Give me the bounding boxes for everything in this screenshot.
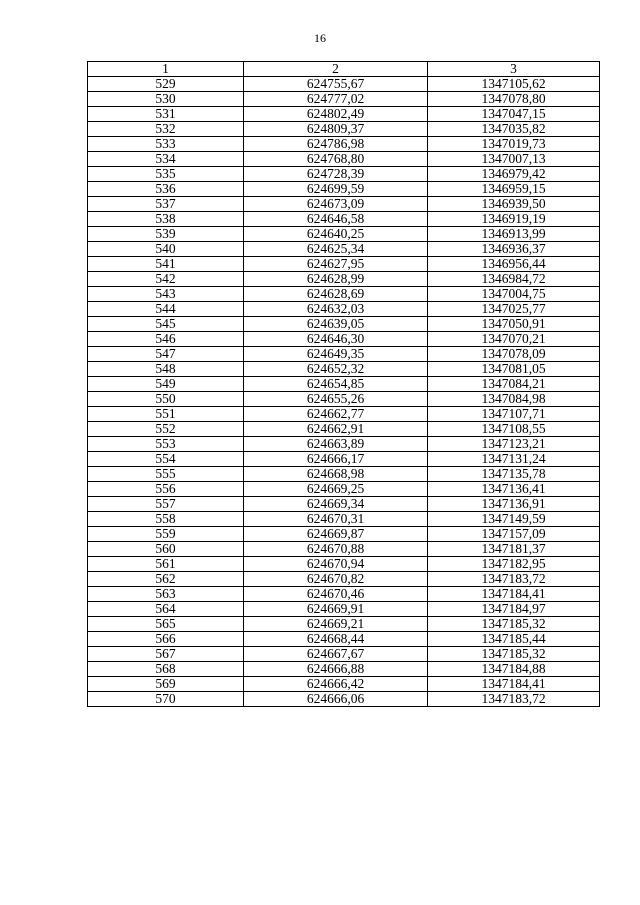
x-coordinate-cell: 624670,94 — [244, 557, 428, 572]
point-number-cell: 537 — [88, 197, 244, 212]
x-coordinate-cell: 624786,98 — [244, 137, 428, 152]
table-row — [88, 242, 600, 257]
table-row — [88, 497, 600, 512]
column-header-1: 1 — [88, 62, 244, 77]
point-number-cell: 555 — [88, 467, 244, 482]
table-row — [88, 617, 600, 632]
point-number-cell: 539 — [88, 227, 244, 242]
table-row — [88, 422, 600, 437]
point-number-cell: 547 — [88, 347, 244, 362]
y-coordinate-cell: 1347184,97 — [428, 602, 600, 617]
y-coordinate-cell: 1347081,05 — [428, 362, 600, 377]
y-coordinate-cell: 1347185,32 — [428, 617, 600, 632]
x-coordinate-cell: 624728,39 — [244, 167, 428, 182]
y-coordinate-cell: 1347019,73 — [428, 137, 600, 152]
table-row — [88, 482, 600, 497]
table-body — [88, 77, 600, 707]
y-coordinate-cell: 1347007,13 — [428, 152, 600, 167]
page-number: 16 — [314, 31, 326, 45]
coordinates-table — [87, 61, 600, 707]
table-row — [88, 212, 600, 227]
y-coordinate-cell: 1347084,21 — [428, 377, 600, 392]
x-coordinate-cell: 624669,87 — [244, 527, 428, 542]
y-coordinate-cell: 1346979,42 — [428, 167, 600, 182]
y-coordinate-cell: 1347135,78 — [428, 467, 600, 482]
y-coordinate-cell: 1346936,37 — [428, 242, 600, 257]
y-coordinate-cell: 1346939,50 — [428, 197, 600, 212]
x-coordinate-cell: 624777,02 — [244, 92, 428, 107]
y-coordinate-cell: 1346956,44 — [428, 257, 600, 272]
y-coordinate-cell: 1347078,09 — [428, 347, 600, 362]
x-coordinate-cell: 624802,49 — [244, 107, 428, 122]
x-coordinate-cell: 624639,05 — [244, 317, 428, 332]
table-row — [88, 377, 600, 392]
table-row — [88, 272, 600, 287]
table-row — [88, 392, 600, 407]
point-number-cell: 556 — [88, 482, 244, 497]
y-coordinate-cell: 1347108,55 — [428, 422, 600, 437]
x-coordinate-cell: 624666,42 — [244, 677, 428, 692]
table-row — [88, 287, 600, 302]
point-number-cell: 546 — [88, 332, 244, 347]
point-number-cell: 552 — [88, 422, 244, 437]
y-coordinate-cell: 1347004,75 — [428, 287, 600, 302]
y-coordinate-cell: 1346919,19 — [428, 212, 600, 227]
y-coordinate-cell: 1347185,44 — [428, 632, 600, 647]
x-coordinate-cell: 624666,06 — [244, 692, 428, 707]
table-row — [88, 77, 600, 92]
x-coordinate-cell: 624654,85 — [244, 377, 428, 392]
y-coordinate-cell: 1347084,98 — [428, 392, 600, 407]
y-coordinate-cell: 1347183,72 — [428, 692, 600, 707]
point-number-cell: 551 — [88, 407, 244, 422]
table-row — [88, 227, 600, 242]
y-coordinate-cell: 1347123,21 — [428, 437, 600, 452]
table-row — [88, 512, 600, 527]
point-number-cell: 563 — [88, 587, 244, 602]
point-number-cell: 568 — [88, 662, 244, 677]
header-row — [88, 62, 600, 77]
table-header — [88, 62, 600, 77]
point-number-cell: 548 — [88, 362, 244, 377]
table-row — [88, 692, 600, 707]
x-coordinate-cell: 624625,34 — [244, 242, 428, 257]
y-coordinate-cell: 1347107,71 — [428, 407, 600, 422]
x-coordinate-cell: 624755,67 — [244, 77, 428, 92]
x-coordinate-cell: 624669,91 — [244, 602, 428, 617]
point-number-cell: 529 — [88, 77, 244, 92]
x-coordinate-cell: 624670,82 — [244, 572, 428, 587]
table-row — [88, 332, 600, 347]
y-coordinate-cell: 1346913,99 — [428, 227, 600, 242]
x-coordinate-cell: 624670,88 — [244, 542, 428, 557]
table-row — [88, 317, 600, 332]
x-coordinate-cell: 624669,21 — [244, 617, 428, 632]
x-coordinate-cell: 624809,37 — [244, 122, 428, 137]
table-row — [88, 137, 600, 152]
point-number-cell: 543 — [88, 287, 244, 302]
y-coordinate-cell: 1347105,62 — [428, 77, 600, 92]
point-number-cell: 535 — [88, 167, 244, 182]
table-row — [88, 587, 600, 602]
y-coordinate-cell: 1347149,59 — [428, 512, 600, 527]
x-coordinate-cell: 624663,89 — [244, 437, 428, 452]
table-row — [88, 632, 600, 647]
point-number-cell: 540 — [88, 242, 244, 257]
point-number-cell: 560 — [88, 542, 244, 557]
point-number-cell: 567 — [88, 647, 244, 662]
x-coordinate-cell: 624649,35 — [244, 347, 428, 362]
point-number-cell: 561 — [88, 557, 244, 572]
y-coordinate-cell: 1347131,24 — [428, 452, 600, 467]
x-coordinate-cell: 624668,98 — [244, 467, 428, 482]
table-row — [88, 557, 600, 572]
y-coordinate-cell: 1347183,72 — [428, 572, 600, 587]
x-coordinate-cell: 624628,99 — [244, 272, 428, 287]
table-row — [88, 92, 600, 107]
table-row — [88, 182, 600, 197]
y-coordinate-cell: 1347047,15 — [428, 107, 600, 122]
y-coordinate-cell: 1347157,09 — [428, 527, 600, 542]
table-row — [88, 437, 600, 452]
point-number-cell: 558 — [88, 512, 244, 527]
table-row — [88, 572, 600, 587]
table-row — [88, 527, 600, 542]
x-coordinate-cell: 624640,25 — [244, 227, 428, 242]
table-row — [88, 152, 600, 167]
x-coordinate-cell: 624666,17 — [244, 452, 428, 467]
point-number-cell: 554 — [88, 452, 244, 467]
x-coordinate-cell: 624669,34 — [244, 497, 428, 512]
point-number-cell: 541 — [88, 257, 244, 272]
y-coordinate-cell: 1347184,41 — [428, 677, 600, 692]
x-coordinate-cell: 624632,03 — [244, 302, 428, 317]
column-header-3: 3 — [428, 62, 600, 77]
table-row — [88, 107, 600, 122]
x-coordinate-cell: 624670,46 — [244, 587, 428, 602]
point-number-cell: 533 — [88, 137, 244, 152]
x-coordinate-cell: 624667,67 — [244, 647, 428, 662]
table-row — [88, 167, 600, 182]
point-number-cell: 534 — [88, 152, 244, 167]
x-coordinate-cell: 624669,25 — [244, 482, 428, 497]
y-coordinate-cell: 1347078,80 — [428, 92, 600, 107]
y-coordinate-cell: 1347025,77 — [428, 302, 600, 317]
x-coordinate-cell: 624670,31 — [244, 512, 428, 527]
y-coordinate-cell: 1347185,32 — [428, 647, 600, 662]
point-number-cell: 532 — [88, 122, 244, 137]
point-number-cell: 557 — [88, 497, 244, 512]
y-coordinate-cell: 1346959,15 — [428, 182, 600, 197]
table-row — [88, 662, 600, 677]
x-coordinate-cell: 624662,77 — [244, 407, 428, 422]
x-coordinate-cell: 624662,91 — [244, 422, 428, 437]
point-number-cell: 559 — [88, 527, 244, 542]
table-row — [88, 467, 600, 482]
x-coordinate-cell: 624699,59 — [244, 182, 428, 197]
table-row — [88, 362, 600, 377]
y-coordinate-cell: 1347070,21 — [428, 332, 600, 347]
x-coordinate-cell: 624655,26 — [244, 392, 428, 407]
table-row — [88, 302, 600, 317]
table-row — [88, 602, 600, 617]
table-row — [88, 542, 600, 557]
point-number-cell: 553 — [88, 437, 244, 452]
point-number-cell: 564 — [88, 602, 244, 617]
y-coordinate-cell: 1347136,91 — [428, 497, 600, 512]
table-row — [88, 647, 600, 662]
table-row — [88, 347, 600, 362]
point-number-cell: 570 — [88, 692, 244, 707]
point-number-cell: 550 — [88, 392, 244, 407]
point-number-cell: 544 — [88, 302, 244, 317]
y-coordinate-cell: 1347184,41 — [428, 587, 600, 602]
x-coordinate-cell: 624627,95 — [244, 257, 428, 272]
table-row — [88, 122, 600, 137]
y-coordinate-cell: 1347184,88 — [428, 662, 600, 677]
point-number-cell: 565 — [88, 617, 244, 632]
point-number-cell: 538 — [88, 212, 244, 227]
x-coordinate-cell: 624666,88 — [244, 662, 428, 677]
x-coordinate-cell: 624668,44 — [244, 632, 428, 647]
point-number-cell: 536 — [88, 182, 244, 197]
point-number-cell: 549 — [88, 377, 244, 392]
point-number-cell: 545 — [88, 317, 244, 332]
x-coordinate-cell: 624652,32 — [244, 362, 428, 377]
table-row — [88, 257, 600, 272]
y-coordinate-cell: 1347136,41 — [428, 482, 600, 497]
point-number-cell: 562 — [88, 572, 244, 587]
point-number-cell: 530 — [88, 92, 244, 107]
y-coordinate-cell: 1347050,91 — [428, 317, 600, 332]
y-coordinate-cell: 1347182,95 — [428, 557, 600, 572]
table-row — [88, 407, 600, 422]
table-row — [88, 677, 600, 692]
x-coordinate-cell: 624628,69 — [244, 287, 428, 302]
point-number-cell: 542 — [88, 272, 244, 287]
x-coordinate-cell: 624646,30 — [244, 332, 428, 347]
x-coordinate-cell: 624768,80 — [244, 152, 428, 167]
x-coordinate-cell: 624646,58 — [244, 212, 428, 227]
y-coordinate-cell: 1347181,37 — [428, 542, 600, 557]
y-coordinate-cell: 1347035,82 — [428, 122, 600, 137]
table-row — [88, 452, 600, 467]
column-header-2: 2 — [244, 62, 428, 77]
point-number-cell: 566 — [88, 632, 244, 647]
table-row — [88, 197, 600, 212]
point-number-cell: 569 — [88, 677, 244, 692]
x-coordinate-cell: 624673,09 — [244, 197, 428, 212]
y-coordinate-cell: 1346984,72 — [428, 272, 600, 287]
point-number-cell: 531 — [88, 107, 244, 122]
